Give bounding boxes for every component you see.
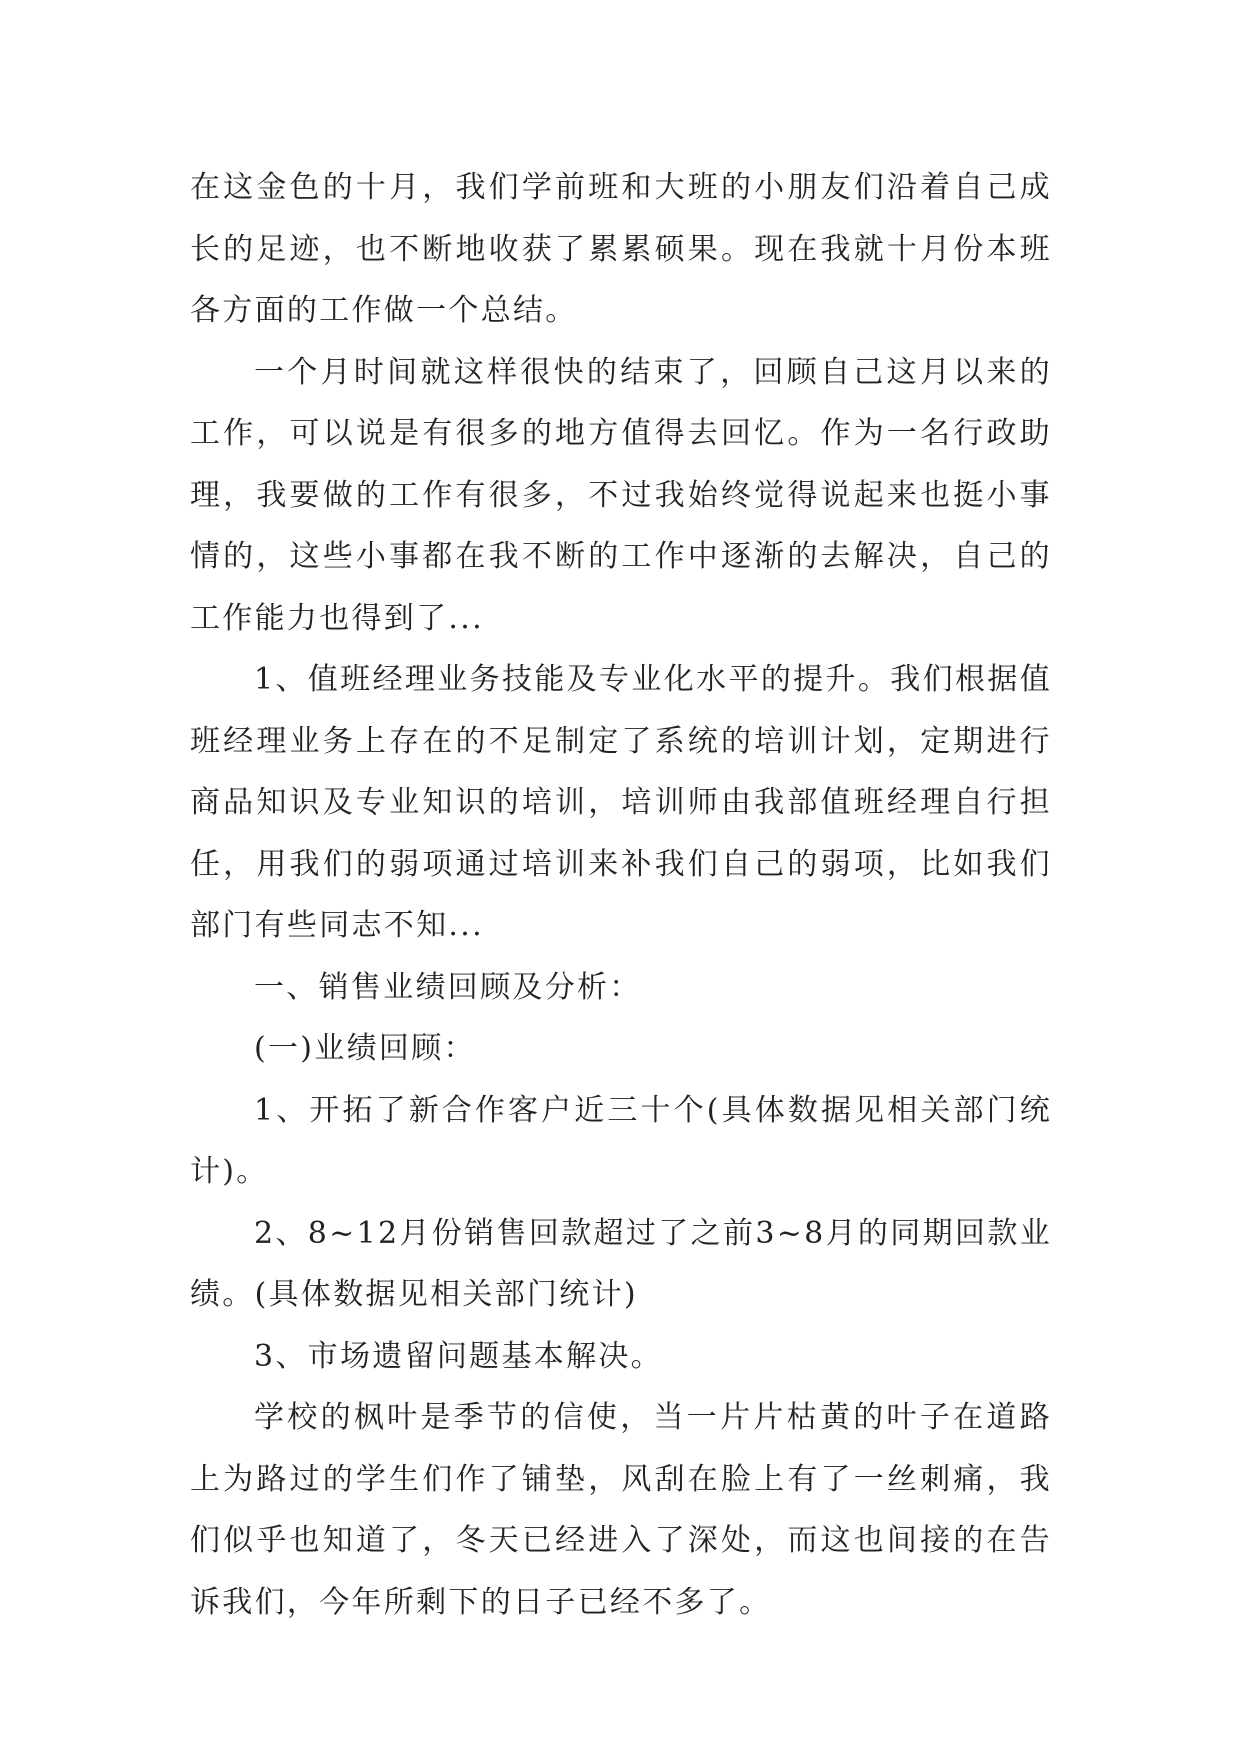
paragraph-maple-leaves: 学校的枫叶是季节的信使，当一片片枯黄的叶子在道路上为路过的学生们作了铺垫，风刮在脸上有了一丝刺痛，我们似乎也知道了，冬天已经进入了深处，而这也间接的在告诉我们，今年所剩下的日子已经不多了。 xyxy=(190,1400,1052,1620)
heading-sales-review: 一、销售业绩回顾及分析： xyxy=(254,969,642,1005)
list-item-payment-collection: 2、8~12月份销售回款超过了之前3~8月的同期回款业绩。(具体数据见相关部门统计) xyxy=(190,1215,1052,1312)
paragraph-admin-assistant: 一个月时间就这样很快的结束了，回顾自己这月以来的工作，可以说是有很多的地方值得去回忆。作为一名行政助理，我要做的工作有很多，不过我始终觉得说起来也挺小事情的，这些小事都在我不断的工作中逐渐的去解决，自己的工作能力也得到了... xyxy=(190,354,1052,636)
list-item-market-issues: 3、市场遗留问题基本解决。 xyxy=(254,1338,663,1374)
subheading-performance-review: (一)业绩回顾： xyxy=(254,1031,476,1066)
paragraph-intro: 在这金色的十月，我们学前班和大班的小朋友们沿着自己成长的足迹，也不断地收获了累累硕果。现在我就十月份本班各方面的工作做一个总结。 xyxy=(190,170,1052,328)
paragraph-duty-manager-training: 1、值班经理业务技能及专业化水平的提升。我们根据值班经理业务上存在的不足制定了系统的培训计划，定期进行商品知识及专业知识的培训，培训师由我部值班经理自行担任，用我们的弱项通过培训来补我们自己的弱项，比如我们部门有些同志不知... xyxy=(190,662,1052,943)
list-item-new-clients: 1、开拓了新合作客户近三十个(具体数据见相关部门统计)。 xyxy=(190,1092,1052,1189)
document-body xyxy=(190,157,1052,1633)
